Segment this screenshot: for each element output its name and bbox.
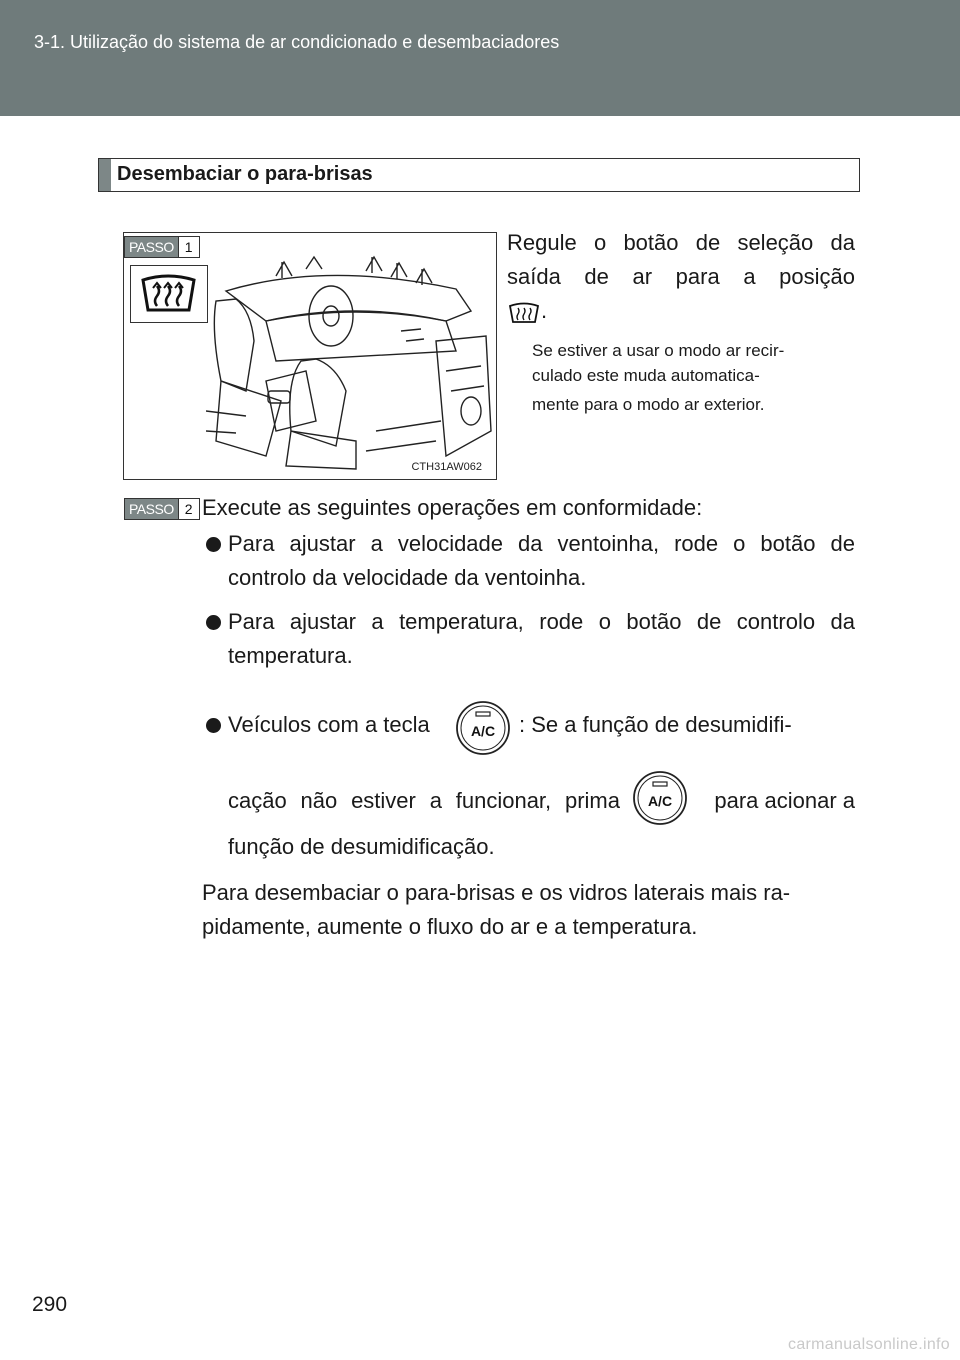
- step-number: 2: [178, 499, 199, 519]
- bullet2-line2: temperatura.: [228, 643, 353, 668]
- bullet-dot-2: [206, 615, 221, 630]
- bullet3-part-d: para acionar a: [714, 788, 855, 813]
- car-interior-drawing: [206, 241, 496, 471]
- step1-line3: [507, 294, 567, 328]
- section-heading: [98, 158, 860, 192]
- ac-icon: [455, 700, 511, 756]
- ac-icon-label: A/C: [470, 723, 496, 739]
- page-number: 290: [32, 1293, 68, 1316]
- step-label: PASSO: [125, 237, 178, 257]
- header-band: [0, 0, 960, 116]
- section-title: Desembaciar o para-brisas: [117, 163, 373, 185]
- step1-note-line3: mente para o modo ar exterior.: [532, 395, 765, 414]
- bullet1-line1: Para ajustar a velocidade da ventoinha, rode o botão de: [228, 531, 855, 556]
- bullet2-line1: Para ajustar a temperatura, rode o botão de controlo da: [228, 609, 855, 634]
- bullet-dot-1: [206, 537, 221, 552]
- ac-button-icon: [455, 700, 511, 761]
- bullet3-part-c: cação não estiver a funcionar, prima: [228, 788, 620, 813]
- closing-line1: Para desembaciar o para-brisas e os vidros laterais mais ra-: [202, 880, 791, 905]
- closing-line2: pidamente, aumente o fluxo do ar e a temperatura.: [202, 914, 698, 939]
- bullet3-part-a: Veículos com a tecla: [228, 712, 430, 737]
- step-label: PASSO: [125, 499, 178, 519]
- step1-line3-end: .: [541, 298, 548, 323]
- step1-line2: saída de ar para a posição: [507, 264, 855, 289]
- step1-note-line1: Se estiver a usar o modo ar recir-: [532, 341, 785, 360]
- defrost-mode-icon-box: [130, 265, 208, 323]
- ac-button-icon-2: [632, 770, 688, 831]
- bullet3-part-b: : Se a função de desumidifi-: [519, 712, 792, 737]
- illustration-code: CTH31AW062: [411, 461, 482, 473]
- ac-icon-label: A/C: [647, 793, 673, 809]
- section-heading-bar: [99, 159, 111, 191]
- step-badge-2: [124, 498, 200, 520]
- step1-note-line2: culado este muda automatica-: [532, 366, 760, 385]
- step-number: 1: [178, 237, 199, 257]
- step1-line1: Regule o botão de seleção da: [507, 230, 855, 255]
- windshield-defrost-icon-inline: [507, 300, 541, 326]
- bullet3-part-e: função de desumidificação.: [228, 834, 495, 859]
- bullet1-line2: controlo da velocidade da ventoinha.: [228, 565, 587, 590]
- step-badge-1: [124, 236, 200, 258]
- ac-icon: [632, 770, 688, 826]
- chapter-title: 3-1. Utilização do sistema de ar condicionado e desembaciadores: [34, 32, 560, 52]
- windshield-defrost-icon: [131, 266, 206, 321]
- bullet-dot-3: [206, 718, 221, 733]
- step2-intro: Execute as seguintes operações em conformidade:: [202, 495, 703, 520]
- car-interior-illustration: [123, 232, 497, 480]
- watermark: carmanualsonline.info: [788, 1336, 950, 1353]
